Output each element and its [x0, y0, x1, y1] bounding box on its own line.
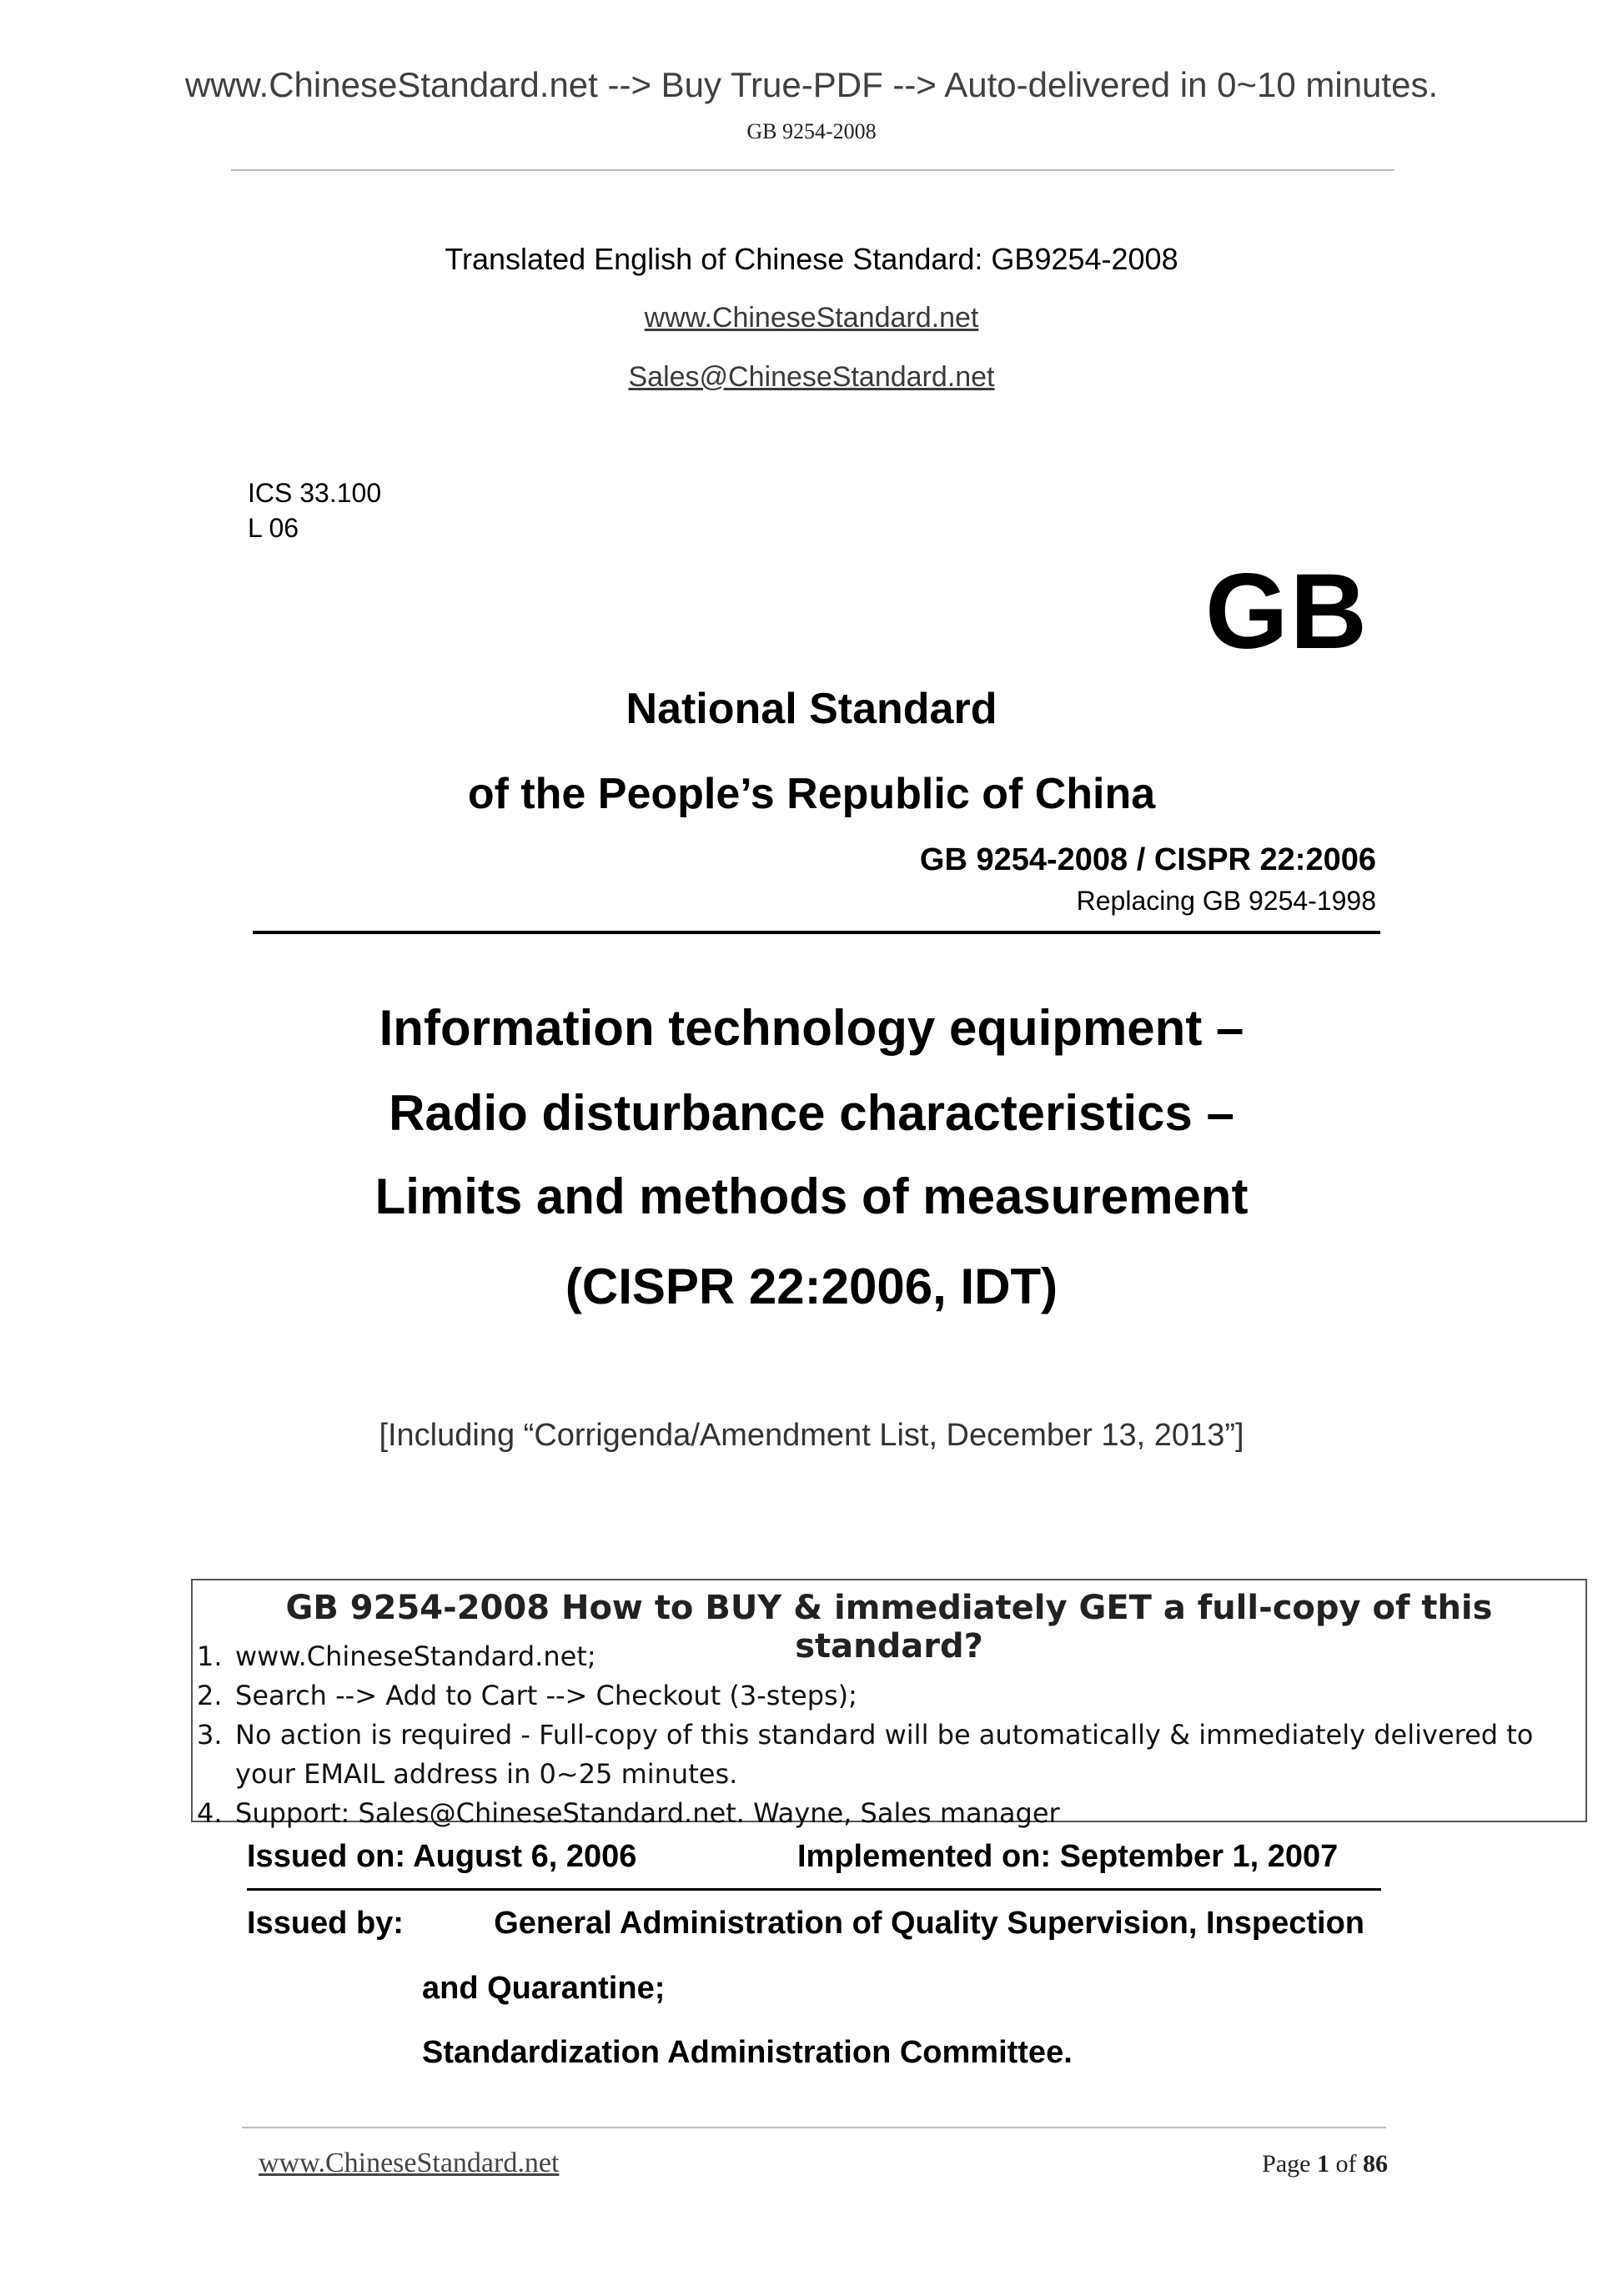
issued-by-org2: Standardization Administration Committee.	[422, 2035, 1073, 2070]
header-standard-code: GB 9254-2008	[746, 119, 877, 143]
title-line2: Radio disturbance characteristics –	[389, 1085, 1234, 1141]
buy-step-text-cont: your EMAIL address in 0~25 minutes.	[235, 1758, 738, 1790]
footer-website-link[interactable]: www.ChineseStandard.net	[259, 2148, 560, 2178]
footer-divider	[242, 2127, 1386, 2128]
buy-step-number: 1.	[197, 1640, 223, 1672]
buy-step-4	[193, 1794, 1533, 1833]
ics-code: ICS 33.100	[248, 478, 382, 508]
buy-heading: GB 9254-2008 How to BUY & immediately GET a full-copy of this standard?	[285, 1589, 1493, 1665]
standard-number: GB 9254-2008 / CISPR 22:2006	[919, 842, 1376, 877]
buy-instructions-box	[191, 1579, 1587, 1829]
issued-by-line1	[247, 1906, 1364, 1942]
buy-step-3	[193, 1716, 1533, 1794]
website-link-wrap	[0, 302, 1623, 334]
classification-codes	[248, 475, 381, 545]
buy-step-text: No action is required - Full-copy of this standard will be automatically & immediately delivered to	[235, 1719, 1534, 1751]
issued-by-org1: General Administration of Quality Supervision, Inspection	[494, 1906, 1364, 1941]
page-of-label: of	[1335, 2150, 1357, 2178]
header-divider	[231, 169, 1394, 171]
implemented-on-date: Implemented on: September 1, 2007	[797, 1839, 1339, 1874]
ccs-code: L 06	[248, 513, 299, 543]
issued-on-date: Issued on: August 6, 2006	[247, 1839, 637, 1874]
buy-step-2	[193, 1676, 1533, 1716]
buy-step-1	[193, 1637, 1533, 1676]
dates-divider	[247, 1888, 1381, 1891]
buy-step-text: www.ChineseStandard.net;	[235, 1640, 596, 1672]
buy-step-number: 2.	[197, 1680, 223, 1711]
page-total: 86	[1363, 2150, 1388, 2178]
title-line4: (CISPR 22:2006, IDT)	[565, 1259, 1058, 1314]
email-link[interactable]: Sales@ChineseStandard.net	[628, 361, 995, 393]
page-label: Page	[1262, 2150, 1311, 2178]
title-divider	[253, 931, 1380, 934]
replacing-note: Replacing GB 9254-1998	[1076, 886, 1376, 916]
buy-steps-list	[193, 1637, 1533, 1833]
website-link[interactable]: www.ChineseStandard.net	[644, 302, 979, 334]
issued-by-org1-cont: and Quarantine;	[422, 1971, 666, 2006]
email-link-wrap	[0, 361, 1623, 394]
national-standard-line2: of the People’s Republic of China	[467, 770, 1156, 818]
title-line3: Limits and methods of measurement	[374, 1168, 1249, 1224]
page-current: 1	[1317, 2150, 1329, 2178]
translated-title: Translated English of Chinese Standard: GB9254-2008	[445, 242, 1178, 276]
buy-step-number: 3.	[197, 1719, 223, 1751]
top-banner: www.ChineseStandard.net --> Buy True-PDF --> Auto-delivered in 0~10 minutes.	[184, 65, 1439, 104]
gb-logo: GB	[1205, 552, 1369, 671]
buy-step-text: Search --> Add to Cart --> Checkout (3-steps);	[235, 1680, 857, 1711]
page-number	[1262, 2150, 1388, 2178]
buy-step-text: Support: Sales@ChineseStandard.net. Wayne, Sales manager	[235, 1797, 1060, 1829]
including-note: [Including “Corrigenda/Amendment List, December 13, 2013”]	[379, 1418, 1244, 1453]
national-standard-line1: National Standard	[626, 685, 997, 733]
buy-step-number: 4.	[197, 1797, 223, 1829]
title-line1: Information technology equipment –	[379, 1000, 1244, 1056]
issued-by-label: Issued by:	[247, 1906, 404, 1941]
